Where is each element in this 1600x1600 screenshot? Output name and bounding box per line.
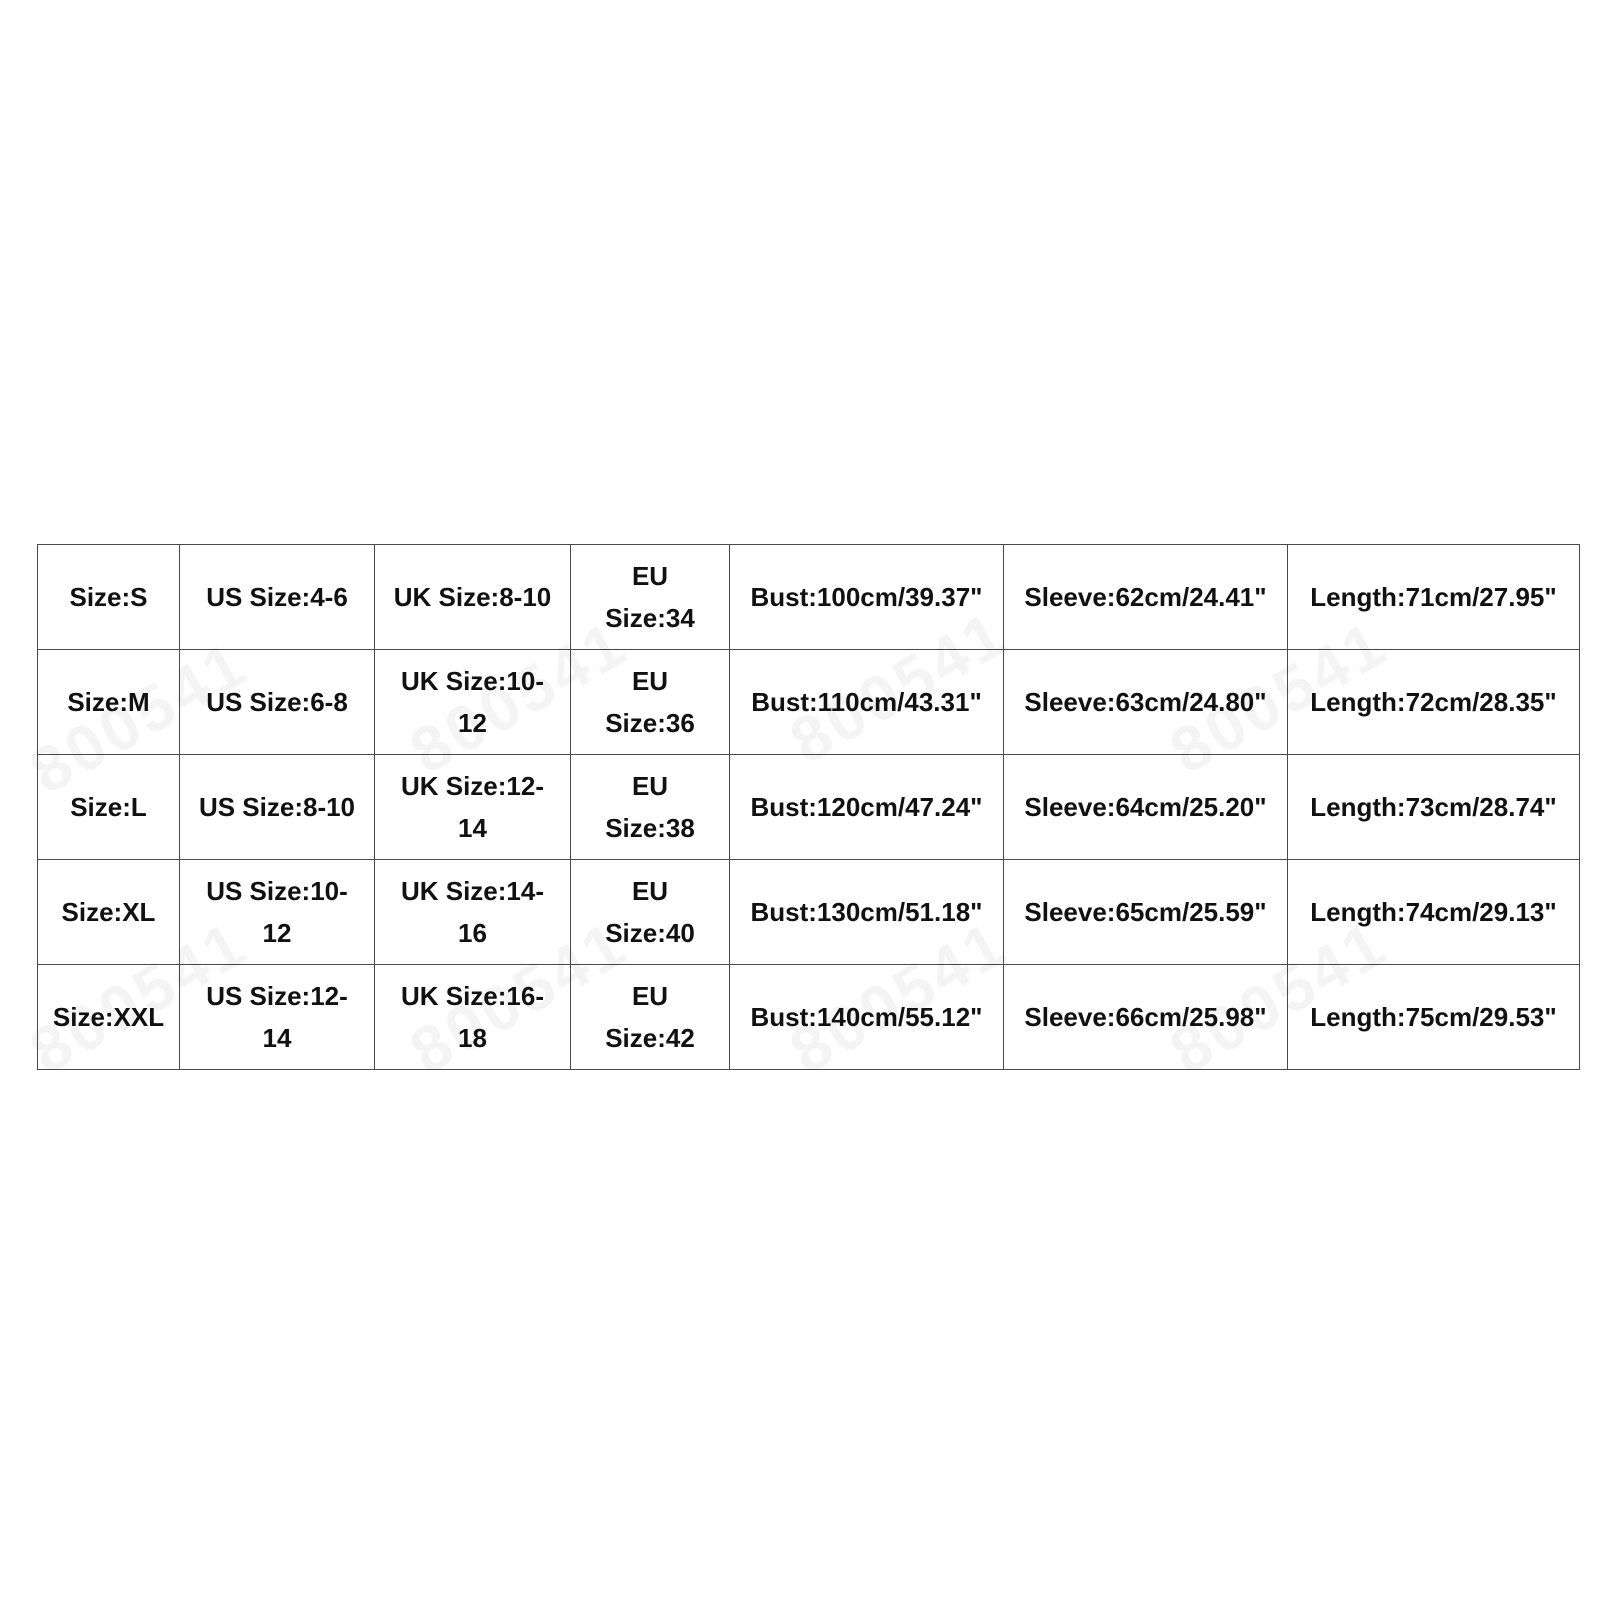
size-cell: Size:S [38, 545, 180, 650]
eu-size-cell: EU Size:38 [571, 755, 730, 860]
uk-size-cell: UK Size:8-10 [375, 545, 571, 650]
size-cell: Size:XL [38, 860, 180, 965]
sleeve-cell: Sleeve:62cm/24.41" [1004, 545, 1288, 650]
table-row [38, 545, 1580, 650]
eu-size-cell: EU Size:36 [571, 650, 730, 755]
eu-size-cell: EU Size:34 [571, 545, 730, 650]
bust-cell: Bust:120cm/47.24" [730, 755, 1004, 860]
sleeve-cell: Sleeve:65cm/25.59" [1004, 860, 1288, 965]
length-cell: Length:74cm/29.13" [1288, 860, 1580, 965]
table-row [38, 650, 1580, 755]
us-size-cell: US Size:8-10 [180, 755, 375, 860]
table-row [38, 860, 1580, 965]
table-row [38, 965, 1580, 1070]
bust-cell: Bust:130cm/51.18" [730, 860, 1004, 965]
bust-cell: Bust:140cm/55.12" [730, 965, 1004, 1070]
us-size-cell: US Size:6-8 [180, 650, 375, 755]
size-cell: Size:XXL [38, 965, 180, 1070]
size-cell: Size:L [38, 755, 180, 860]
us-size-cell: US Size:10- 12 [180, 860, 375, 965]
uk-size-cell: UK Size:12- 14 [375, 755, 571, 860]
bust-cell: Bust:110cm/43.31" [730, 650, 1004, 755]
eu-size-cell: EU Size:40 [571, 860, 730, 965]
length-cell: Length:72cm/28.35" [1288, 650, 1580, 755]
length-cell: Length:75cm/29.53" [1288, 965, 1580, 1070]
sleeve-cell: Sleeve:63cm/24.80" [1004, 650, 1288, 755]
sleeve-cell: Sleeve:66cm/25.98" [1004, 965, 1288, 1070]
eu-size-cell: EU Size:42 [571, 965, 730, 1070]
length-cell: Length:71cm/27.95" [1288, 545, 1580, 650]
size-chart-table [37, 544, 1580, 1070]
sleeve-cell: Sleeve:64cm/25.20" [1004, 755, 1288, 860]
uk-size-cell: UK Size:16- 18 [375, 965, 571, 1070]
uk-size-cell: UK Size:14- 16 [375, 860, 571, 965]
length-cell: Length:73cm/28.74" [1288, 755, 1580, 860]
size-cell: Size:M [38, 650, 180, 755]
uk-size-cell: UK Size:10- 12 [375, 650, 571, 755]
table-row [38, 755, 1580, 860]
us-size-cell: US Size:4-6 [180, 545, 375, 650]
us-size-cell: US Size:12- 14 [180, 965, 375, 1070]
bust-cell: Bust:100cm/39.37" [730, 545, 1004, 650]
